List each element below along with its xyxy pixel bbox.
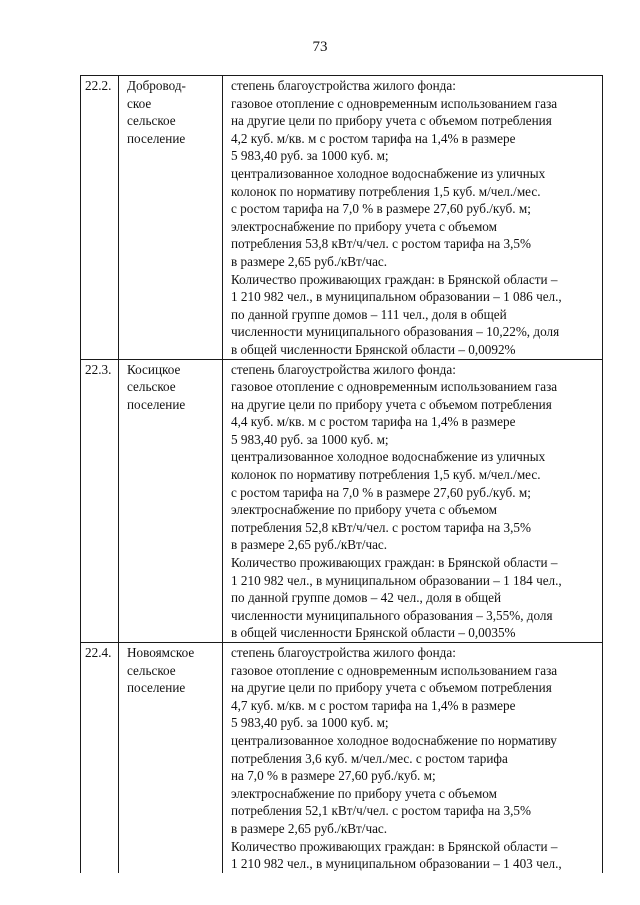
description-line: 5 983,40 руб. за 1000 куб. м; xyxy=(231,431,389,447)
description-line: в общей численности Брянской области – 0,0092% xyxy=(231,341,516,357)
settlement-name-cell xyxy=(119,76,223,360)
description-line: по данной группе домов – 42 чел., доля в общей xyxy=(231,590,502,606)
row-number: 22.2. xyxy=(85,78,112,93)
settlement-name-line: поселение xyxy=(127,680,186,696)
settlement-name-line: сельское xyxy=(127,379,176,395)
description-line: 4,4 куб. м/кв. м с ростом тарифа на 1,4% в размере xyxy=(231,414,516,430)
description-line: потребления 53,8 кВт/ч/чел. с ростом тарифа на 3,5% xyxy=(231,236,531,252)
description-line: электроснабжение по прибору учета с объемом xyxy=(231,785,497,801)
description-line: газовое отопление с одновременным использованием газа xyxy=(231,379,558,395)
settlement-name-line: поселение xyxy=(127,396,186,412)
page-number: 73 xyxy=(312,39,328,55)
description-line: на другие цели по прибору учета с объемом потребления xyxy=(231,396,552,412)
row-number-cell xyxy=(81,76,119,360)
description-line: в размере 2,65 руб./кВт/час. xyxy=(231,820,388,836)
description-line: электроснабжение по прибору учета с объемом xyxy=(231,502,497,518)
settlement-name-line: поселение xyxy=(127,130,186,146)
description-line: потребления 52,1 кВт/ч/чел. с ростом тарифа на 3,5% xyxy=(231,803,531,819)
description-line: газовое отопление с одновременным использованием газа xyxy=(231,95,558,111)
description-line: численности муниципального образования – 3,55%, доля xyxy=(231,607,553,623)
description-line: газовое отопление с одновременным использованием газа xyxy=(231,662,558,678)
settlement-name-line: сельское xyxy=(127,113,176,129)
settlement-name-line: сельское xyxy=(127,662,176,678)
description-line: по данной группе домов – 111 чел., доля в общей xyxy=(231,306,507,322)
description-line: в размере 2,65 руб./кВт/час. xyxy=(231,537,388,553)
description-line: численности муниципального образования – 10,22%, доля xyxy=(231,324,560,340)
settlements-table xyxy=(80,75,603,873)
description-line: с ростом тарифа на 7,0 % в размере 27,60 руб./куб. м; xyxy=(231,201,531,217)
description-cell xyxy=(223,76,603,360)
settlement-name-line: Косицкое xyxy=(127,361,181,377)
description-line: 1 210 982 чел., в муниципальном образовании – 1 403 чел., xyxy=(231,856,562,872)
description-line: степень благоустройства жилого фонда: xyxy=(231,645,456,660)
description-line: колонок по нормативу потребления 1,5 куб. м/чел./мес. xyxy=(231,183,541,199)
description-line: 1 210 982 чел., в муниципальном образовании – 1 184 чел., xyxy=(231,572,562,588)
description-line: на 7,0 % в размере 27,60 руб./куб. м; xyxy=(231,768,436,784)
row-number: 22.3. xyxy=(85,361,112,377)
settlement-name-line: Добровод- xyxy=(127,78,186,93)
row-number-cell xyxy=(81,643,119,873)
description-line: в общей численности Брянской области – 0,0035% xyxy=(231,625,516,641)
description-line: централизованное холодное водоснабжение из уличных xyxy=(231,165,546,181)
description-line: колонок по нормативу потребления 1,5 куб. м/чел./мес. xyxy=(231,467,541,483)
description-line: с ростом тарифа на 7,0 % в размере 27,60 руб./куб. м; xyxy=(231,484,531,500)
settlement-name-line: Новоямское xyxy=(127,645,195,660)
settlement-name-cell xyxy=(119,359,223,643)
settlement-name-line: ское xyxy=(127,95,152,111)
description-line: на другие цели по прибору учета с объемом потребления xyxy=(231,680,552,696)
description-line: в размере 2,65 руб./кВт/час. xyxy=(231,253,388,269)
table-row xyxy=(81,643,603,873)
description-line: потребления 3,6 куб. м/чел./мес. с ростом тарифа xyxy=(231,750,508,766)
row-number-cell xyxy=(81,359,119,643)
table-row xyxy=(81,359,603,643)
description-line: электроснабжение по прибору учета с объемом xyxy=(231,218,497,234)
description-line: степень благоустройства жилого фонда: xyxy=(231,78,456,93)
description-line: 1 210 982 чел., в муниципальном образовании – 1 086 чел., xyxy=(231,289,562,305)
description-line: 4,2 куб. м/кв. м с ростом тарифа на 1,4% в размере xyxy=(231,130,516,146)
description-line: централизованное холодное водоснабжение по нормативу xyxy=(231,732,557,748)
description-line: Количество проживающих граждан: в Брянской области – xyxy=(231,838,558,854)
description-line: 5 983,40 руб. за 1000 куб. м; xyxy=(231,715,389,731)
description-line: Количество проживающих граждан: в Брянской области – xyxy=(231,271,558,287)
description-line: степень благоустройства жилого фонда: xyxy=(231,361,456,377)
table-row xyxy=(81,76,603,360)
description-line: 5 983,40 руб. за 1000 куб. м; xyxy=(231,148,389,164)
description-line: централизованное холодное водоснабжение из уличных xyxy=(231,449,546,465)
description-line: на другие цели по прибору учета с объемом потребления xyxy=(231,113,552,129)
description-line: 4,7 куб. м/кв. м с ростом тарифа на 1,4% в размере xyxy=(231,697,516,713)
row-number: 22.4. xyxy=(85,645,112,660)
description-line: потребления 52,8 кВт/ч/чел. с ростом тарифа на 3,5% xyxy=(231,519,531,535)
description-line: Количество проживающих граждан: в Брянской области – xyxy=(231,555,558,571)
description-cell xyxy=(223,643,603,873)
description-cell xyxy=(223,359,603,643)
settlement-name-cell xyxy=(119,643,223,873)
